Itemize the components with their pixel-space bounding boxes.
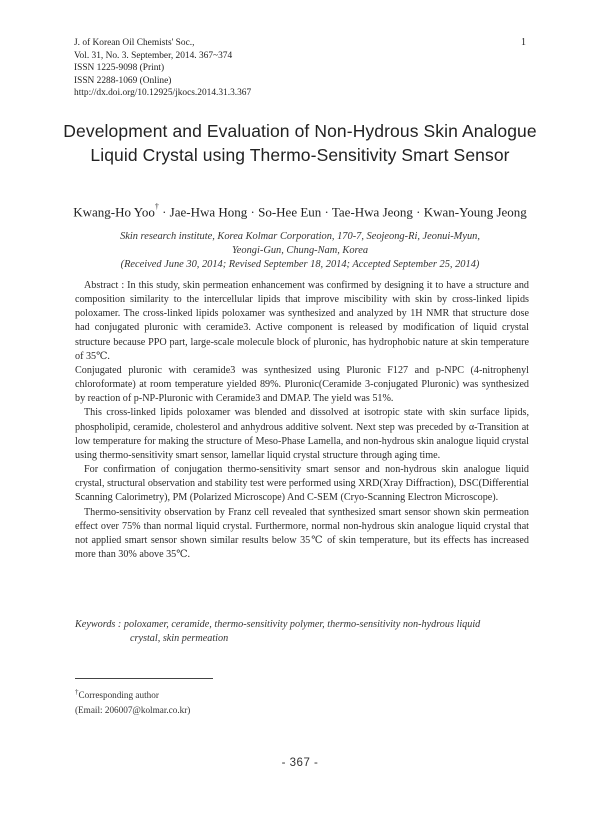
abstract-paragraph-2: Conjugated pluronic with ceramide3 was synthesized using Pluronic F127 and p-NPC (4-nitrophenyl chloroformate) at room temperature yielded 89%. Pluronic(Ceramide 3-conjugated Pluronic) was synthesized by reaction of p-NP-Pluronic with Ceramide3 and DMAP. The yield was 51%. xyxy=(75,364,529,405)
journal-name: J. of Korean Oil Chemists' Soc., xyxy=(74,38,195,48)
footnote-author: †Corresponding author xyxy=(75,688,159,701)
corresponding-dagger: † xyxy=(154,202,159,211)
issn-print: ISSN 1225-9098 (Print) xyxy=(74,63,165,74)
abstract-paragraph-1: Abstract : In this study, skin permeation enhancement was confirmed by designing it to have a structure and composition similarity to the intercellular lipids that improve miscibility with skin by cross-linked lipids poloxamer. The cross-linked lipids poloxamer was synthesized and analyzed by 1H NMR that structure dose had conjugated pluronic with ceramide3. Active component is released by modification of liquid crystal structure because PPO part, large-scale molecule block of pluronic, has hydrophobic nature at skin temperature of 35℃. xyxy=(75,280,529,362)
abstract xyxy=(75,279,529,562)
first-author: Kwang-Ho Yoo xyxy=(73,204,155,220)
page-number: - 367 - xyxy=(281,757,319,769)
title-line-1: Development and Evaluation of Non-Hydrous Skin Analogue xyxy=(63,121,537,141)
doi-link[interactable]: http://dx.doi.org/10.12925/jkocs.2014.31.3.367 xyxy=(74,88,252,99)
author-list xyxy=(40,204,560,220)
journal-volume: Vol. 31, No. 3. September, 2014. 367~374 xyxy=(74,50,233,61)
footnote xyxy=(75,685,190,718)
abstract-paragraph-4: For confirmation of conjugation thermo-sensitivity smart sensor and non-hydrous skin analogue liquid crystal, structural observation and stability test were performed using XRD(Xray Diffraction), DSC(Differential Scanning Calorimetry), PM (Polarized Microscope) And C-SEM (Cryo-Scanning Electron Microscope). xyxy=(75,464,529,504)
abstract-paragraph-5: Thermo-sensitivity observation by Franz cell revealed that synthesized smart sensor shown skin permeation effect over 75% than normal liquid crystal. Furthermore, normal non-hydrous skin analogue liquid crystal that not applied smart sensor shown similar results below 35℃ of skin temperature, but its effects has increased more than 30% above 35℃. xyxy=(75,506,529,560)
footnote-email: (Email: 206007@kolmar.co.kr) xyxy=(75,705,191,716)
keywords xyxy=(75,618,529,646)
footnote-dagger: † xyxy=(75,688,79,696)
paper-title xyxy=(40,119,560,167)
keywords-line-1: Keywords : poloxamer, ceramide, thermo-sensitivity polymer, thermo-sensitivity non-hydrous liquid xyxy=(75,619,481,630)
title-line-2: Liquid Crystal using Thermo-Sensitivity Smart Sensor xyxy=(90,145,510,165)
received-dates: (Received June 30, 2014; Revised September 18, 2014; Accepted September 25, 2014) xyxy=(120,259,480,271)
affiliation xyxy=(40,230,560,273)
abstract-paragraph-3: This cross-linked lipids poloxamer was blended and dissolved at isotropic state with skin surface lipids, phospholipid, ceramide, cholesterol and anhydrous additive solvent. Next step was preceded by α-Transition at low temperature for making the structure of Meso-Phase Lamella, and non-hydrous skin analogue liquid crystal using thermo-sensitivity smart sensor, lamellar liquid crystal structure through aging time. xyxy=(75,407,529,461)
top-page-number: 1 xyxy=(521,37,526,48)
issn-online: ISSN 2288-1069 (Online) xyxy=(74,75,172,86)
abstract-label: Abstract xyxy=(84,280,119,291)
affiliation-line-2: Yeongi-Gun, Chung-Nam, Korea xyxy=(231,245,369,257)
affiliation-line-1: Skin research institute, Korea Kolmar Corporation, 170-7, Seojeong-Ri, Jeonui-Myun, xyxy=(120,231,480,242)
journal-info xyxy=(74,37,404,100)
other-authors: · Jae-Hwa Hong · So-Hee Eun · Tae-Hwa Jeong · Kwan-Young Jeong xyxy=(158,204,527,220)
footnote-divider xyxy=(75,678,213,679)
keywords-line-2: crystal, skin permeation xyxy=(130,633,229,645)
